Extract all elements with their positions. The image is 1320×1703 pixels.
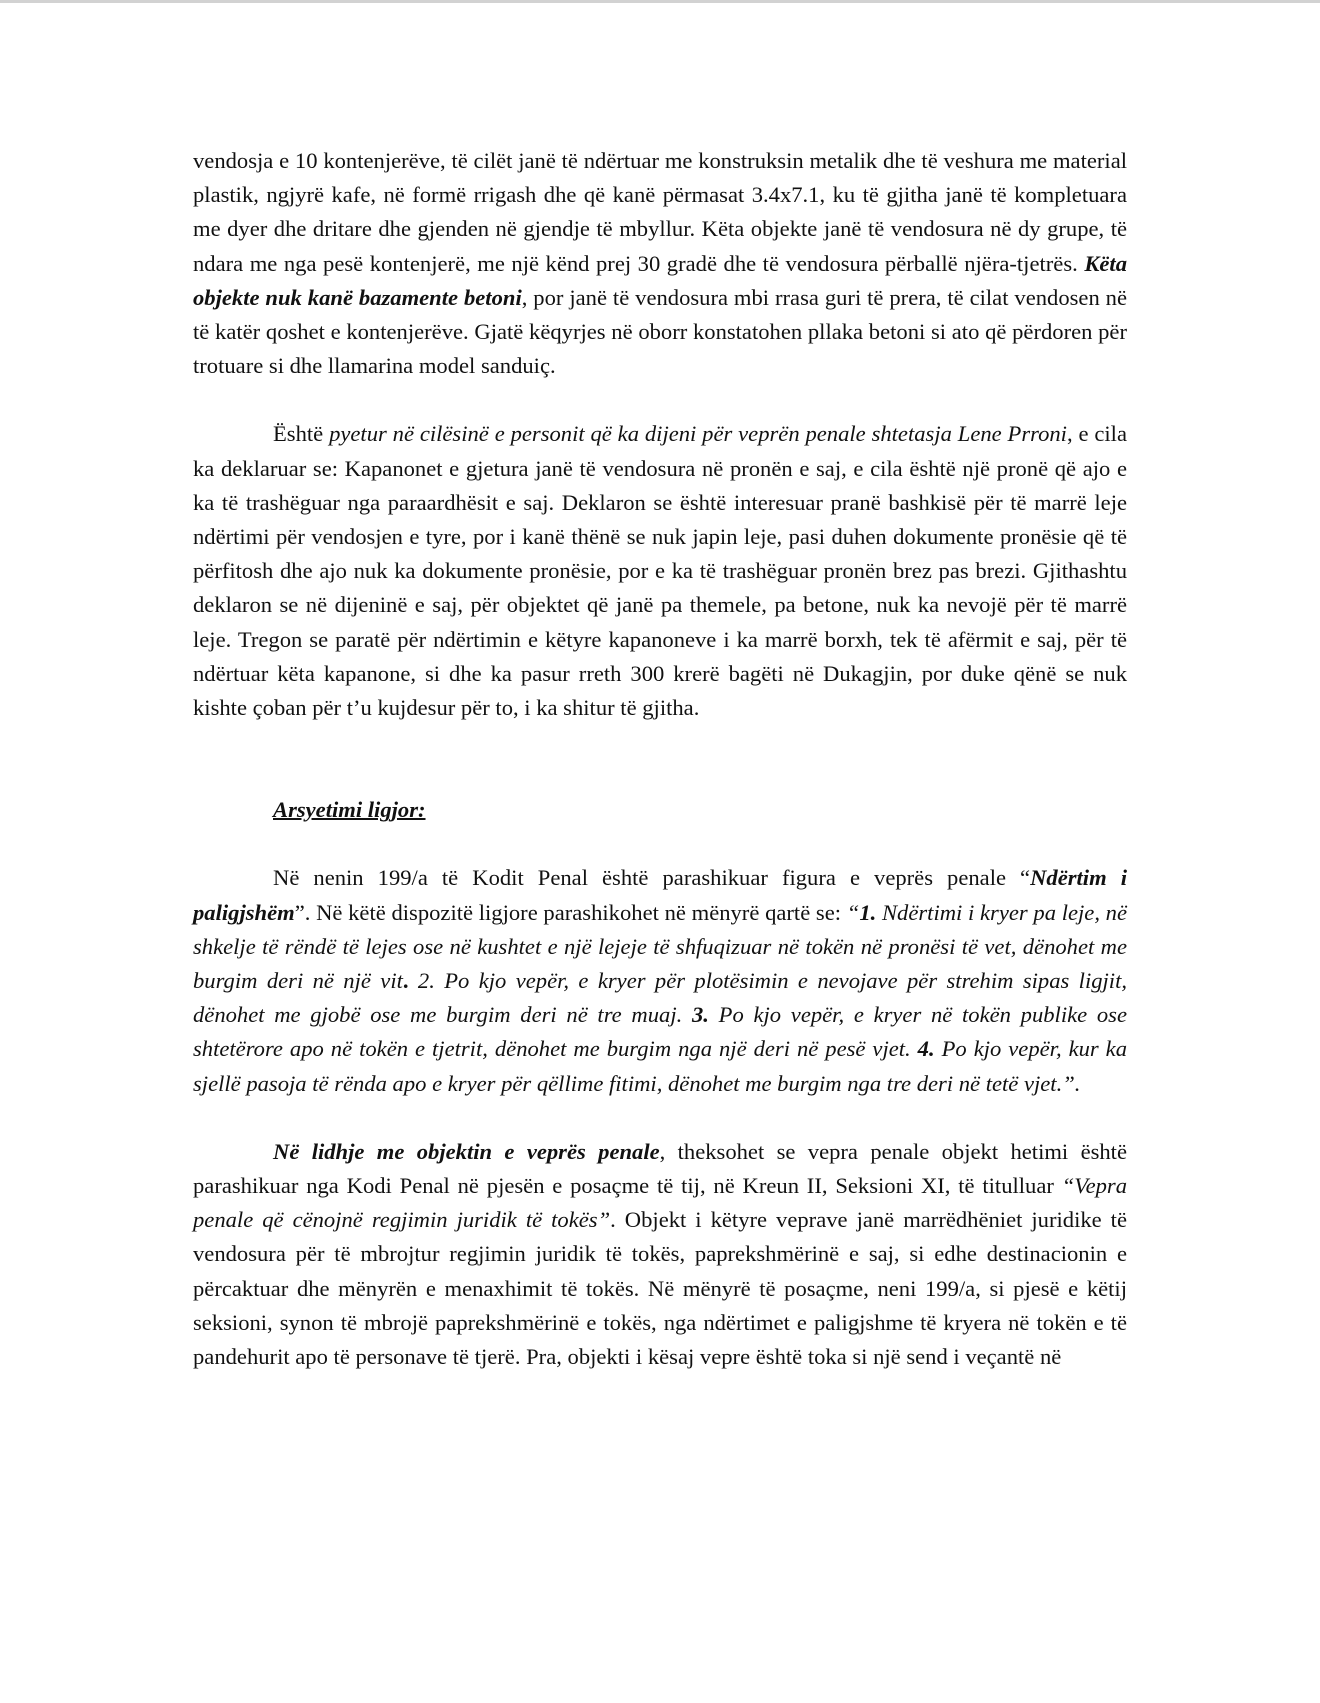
clause-number: 4. — [917, 1036, 935, 1062]
text: , e cila ka deklaruar se: Kapanonet e gjetura janë të vendosura në pronën e saj, e cila është një pronë që ajo e ka të trashëguar nga paraardhësit e saj. Deklaron se është interesuar pranë bashkisë për të marrë leje ndërtimi për vendosjen e tyre, por i kanë thënë se nuk japin leje, pasi duhen dokumente pronësie që të përfitosh dhe ajo nuk ka dokumente pronësie, por e ka të trashëguar pronën brez pas brezi. Gjithashtu deklaron se në dijeninë e saj, për objektet që janë pa themele, pa betone, nuk ka nevojë për të marrë leje. Tregon se paratë për ndërtimin e këtyre kapanoneve i ka marrë borxh, tek të afërmit e saj, për të ndërtuar këta kapanone, si dhe ka pasur rreth 300 krerë bagëti në Dukagjin, por duke qënë se nuk kishte çoban për t’u kujdesur për to, i ka shitur të gjitha. — [193, 421, 1127, 721]
clause-text: Po kjo vepër, kur ka sjellë pasoja të rënda apo e kryer për qëllime fitimi, dënohet me burgim nga tre deri në tetë vjet.”. — [193, 1036, 1128, 1096]
paragraph-legal-provision — [193, 861, 1127, 1100]
paragraph-inspection — [193, 144, 1127, 383]
paragraph-witness-statement — [193, 417, 1127, 725]
text: , por janë të vendosura mbi rrasa guri të prera, të cilat vendosen në të katër qoshet e kontenjerëve. Gjatë këqyrjes në oborr konstatohen pllaka betoni si ato që përdoren për trotuare si dhe llamarina model sanduiç. — [193, 284, 1128, 379]
text: , theksohet se vepra penale objekt hetimi është parashikuar nga Kodi Penal në pjesën e posaçme të tij, në Kreun II, Seksioni XI, të titulluar — [193, 1138, 1127, 1199]
document-page — [193, 144, 1127, 1374]
clause-number: 3. — [691, 1002, 709, 1028]
text: . Objekt i këtyre veprave janë marrëdhëniet juridike të vendosura për të mbrojtur regjimin juridik të tokës, paprekshmërinë e saj, si edhe destinacionin e përcaktuar dhe mënyrën e menaxhimit të tokës. Në mënyrë të posaçme, neni 199/a, si pjesë e këtij seksioni, synon të mbrojë paprekshmërinë e tokës, nga ndërtimet e paligjshme të kryera në tokën e të pandehurit apo të personave të tjerë. Pra, objekti i kësaj vepre është toka si një send i veçantë në — [193, 1207, 1127, 1370]
italic-text: pyetur në cilësinë e personit që ka dijeni për veprën penale shtetasja Lene Prroni — [329, 421, 1067, 447]
quote-open: “ — [846, 899, 860, 925]
emphasis-text: Këta objekte nuk kanë bazamente betoni — [193, 250, 1127, 310]
viewer-top-border — [0, 0, 1320, 3]
clause-text: Ndërtimi i kryer pa leje, në shkelje të rëndë të lejes ose në kushtet e një lejeje të shfuqizuar në tokën në pronësi të vet, dënohet me burgim deri në një vit — [193, 899, 1127, 994]
offense-name: Ndërtim i paligjshëm — [193, 865, 1127, 925]
clause-text: 2. Po kjo vepër, e kryer për plotësimin e nevojave për strehim sipas ligjit, dënohet me gjobë ose me burgim deri në tre muaj. — [193, 968, 1128, 1028]
text: Është — [273, 421, 330, 447]
clause-text: Po kjo vepër, e kryer në tokën publike ose shtetërore apo në tokën e tjetrit, dënohet me burgim nga një deri në pesë vjet. — [193, 1002, 1127, 1062]
text: . — [402, 968, 409, 994]
clause-number: 1. — [859, 899, 877, 925]
emphasis-text: Në lidhje me objektin e veprës penale — [273, 1138, 660, 1164]
text: vendosja e 10 kontenjerëve, të cilët janë të ndërtuar me konstruksin metalik dhe të veshura me material plastik, ngjyrë kafe, në formë rrigash dhe që kanë përmasat 3.4x7.1, ku të gjitha janë të kompletuara me dyer dhe dritare dhe gjenden në gjendje të mbyllur. Këta objekte janë të vendosura në dy grupe, të ndara me nga pesë kontenjerë, me një kënd prej 30 gradë dhe të vendosura përballë njëra-tjetrës. — [193, 148, 1127, 276]
text: ”. Në këtë dispozitë ligjore parashikohet në mënyrë qartë se: — [294, 899, 847, 925]
section-title-quote: “Vepra penale që cënojnë regjimin juridik të tokës” — [193, 1173, 1127, 1233]
text: Në nenin 199/a të Kodit Penal është parashikuar figura e veprës penale “ — [273, 865, 1031, 891]
section-heading: Arsyetimi ligjor: — [273, 797, 426, 823]
paragraph-object-of-offense — [193, 1135, 1127, 1374]
